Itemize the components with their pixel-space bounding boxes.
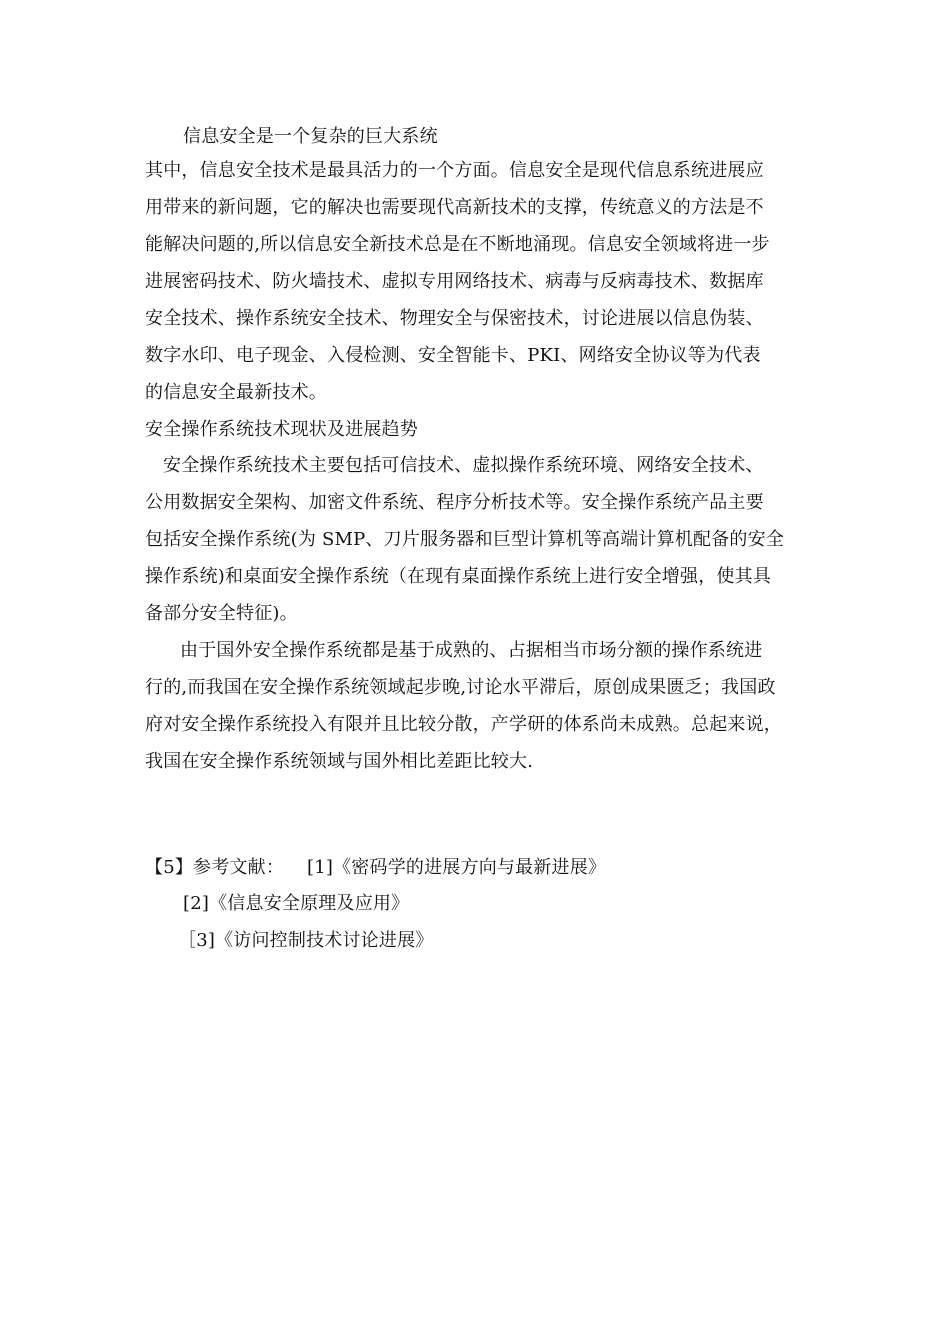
paragraph-line: 由于国外安全操作系统都是基于成熟的、占据相当市场分额的操作系统进	[180, 640, 763, 661]
paragraph-line: 行的,而我国在安全操作系统领域起步晚,讨论水平滞后，原创成果匮乏；我国政	[145, 677, 776, 698]
section-heading: 安全操作系统技术现状及进展趋势	[145, 419, 418, 440]
paragraph-line: 操作系统)和桌面安全操作系统（在现有桌面操作系统上进行安全增强，使其具	[145, 566, 772, 587]
paragraph-line: 数字水印、电子现金、入侵检测、安全智能卡、PKI、网络安全协议等为代表	[145, 345, 761, 366]
paragraph-line: 的信息安全最新技术。	[145, 382, 327, 403]
paragraph-line: 公用数据安全架构、加密文件系统、程序分析技术等。安全操作系统产品主要	[145, 492, 764, 513]
paragraph-line: 用带来的新问题，它的解决也需要现代高新技术的支撑，传统意义的方法是不	[145, 197, 764, 218]
reference-item: ［3]《访问控制技术讨论进展》	[178, 930, 434, 951]
reference-item: [2]《信息安全原理及应用》	[183, 893, 410, 914]
paragraph-line: 其中，信息安全技术是最具活力的一个方面。信息安全是现代信息系统进展应	[145, 160, 764, 181]
paragraph-line: 进展密码技术、防火墙技术、虚拟专用网络技术、病毒与反病毒技术、数据库	[145, 271, 764, 292]
paragraph-line: 能解决问题的,所以信息安全新技术总是在不断地涌现。信息安全领域将进一步	[145, 234, 770, 255]
references-label: 【5】参考文献：	[145, 857, 285, 878]
paragraph-line: 包括安全操作系统(为 SMP、刀片服务器和巨型计算机等高端计算机配备的安全	[145, 529, 785, 550]
reference-item: [1]《密码学的进展方向与最新进展》	[307, 857, 607, 878]
paragraph-line: 我国在安全操作系统领域与国外相比差距比较大.	[145, 751, 534, 772]
paragraph-line: 安全技术、操作系统安全技术、物理安全与保密技术，讨论进展以信息伪装、	[145, 308, 764, 329]
section-heading: 信息安全是一个复杂的巨大系统	[183, 126, 438, 147]
paragraph-line: 安全操作系统技术主要包括可信技术、虚拟操作系统环境、网络安全技术、	[163, 455, 764, 476]
paragraph-line: 备部分安全特征)。	[145, 603, 298, 624]
paragraph-line: 府对安全操作系统投入有限并且比较分散，产学研的体系尚未成熟。总起来说，	[145, 714, 782, 735]
